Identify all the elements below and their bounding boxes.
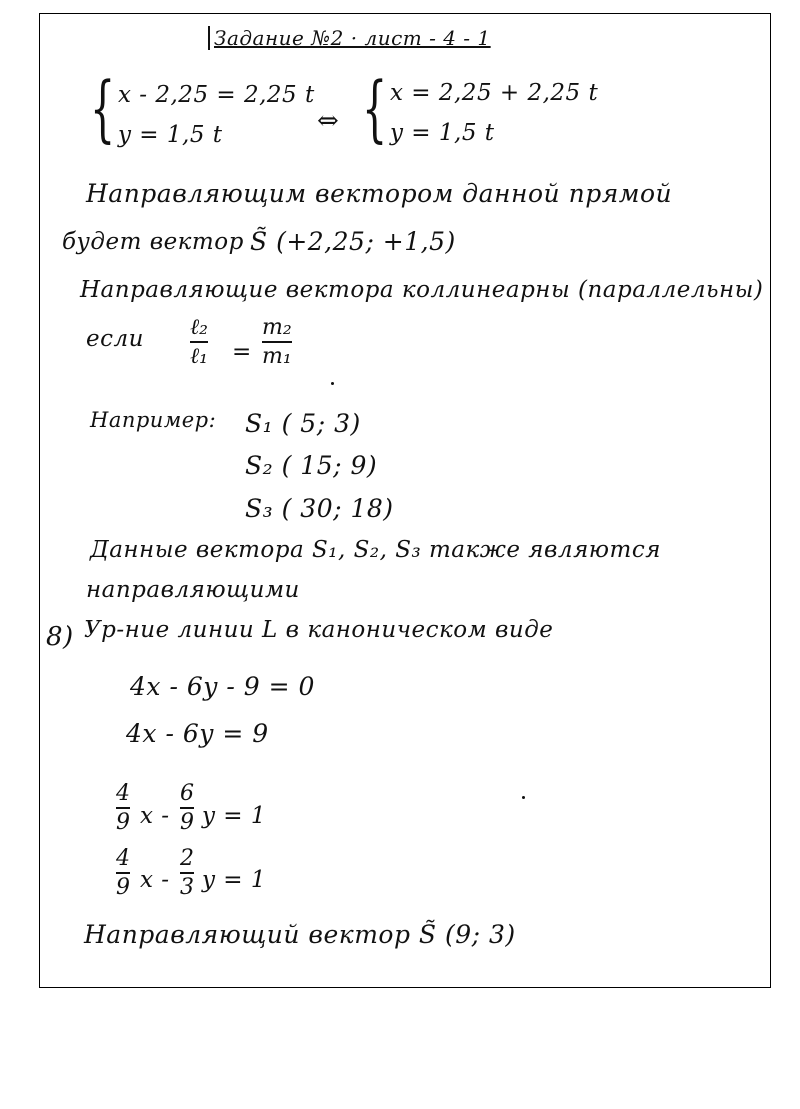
eq4-middle: x - [140,867,170,893]
eq4-end: y = 1 [202,867,267,893]
fraction-bar [180,807,194,809]
condition-denominator-right: m₁ [262,344,292,370]
task-title: Задание №2 · лист - 4 - 1 [208,26,491,50]
left-system-line-1: x - 2,25 = 2,25 t [118,82,315,108]
example-vector-2: S₂ ( 15; 9) [245,451,378,480]
stray-dot [522,796,525,799]
right-system-line-1: x = 2,25 + 2,25 t [390,80,599,106]
eq4-denominator-1: 9 [116,875,130,901]
fraction-bar [116,807,130,809]
example-vector-1: S₁ ( 5; 3) [245,409,361,438]
left-system-line-2: y = 1,5 t [118,122,223,148]
collinear-text-line-1: Направляющие вектора коллинеарны (параллельны) [80,277,764,303]
eq4-fraction-1 [116,847,130,899]
condition-fraction-left [190,316,208,368]
part-b-marker: 8) [46,622,74,652]
handwritten-page [39,13,771,988]
fraction-bar [262,341,292,343]
fraction-bar [180,872,194,874]
final-direction-vector: Направляющий вектор S̃ (9; 3) [84,920,516,949]
eq4-numerator-2: 2 [180,846,194,871]
direction-text-line-1: Направляющим вектором данной прямой [86,179,673,208]
fraction-bar [190,341,208,343]
equation-1: 4x - 6y - 9 = 0 [130,672,315,701]
stray-dot [331,382,334,385]
condition-equals: = [232,339,252,365]
condition-numerator-right: m₂ [262,315,292,340]
eq3-fraction-2 [180,782,194,834]
fraction-bar [116,872,130,874]
eq3-middle: x - [140,803,170,829]
examples-label: Например: [90,408,217,432]
eq4-numerator-1: 4 [116,846,130,871]
collinear-text-line-2: если [86,326,144,352]
equation-2: 4x - 6y = 9 [126,719,269,748]
condition-denominator-left: ℓ₁ [190,344,208,370]
right-system-brace: { [362,66,388,150]
direction-vector: S̃ (+2,25; +1,5) [250,227,456,256]
equivalence-symbol: ⇔ [317,106,340,136]
eq3-denominator-2: 9 [180,810,194,836]
conclusion-line-2: направляющими [86,577,300,603]
right-system-line-2: y = 1,5 t [390,120,495,146]
eq4-denominator-2: 3 [180,875,194,901]
eq3-numerator-2: 6 [180,781,194,806]
eq3-end: y = 1 [202,803,267,829]
example-vector-3: S₃ ( 30; 18) [245,494,394,523]
conclusion-line-1: Данные вектора S₁, S₂, S₃ также являются [90,537,661,563]
eq3-numerator-1: 4 [116,781,130,806]
condition-fraction-right [262,316,292,368]
eq3-denominator-1: 9 [116,810,130,836]
condition-numerator-left: ℓ₂ [190,315,208,340]
left-system-brace: { [90,66,116,150]
eq4-fraction-2 [180,847,194,899]
eq3-fraction-1 [116,782,130,834]
direction-text-line-2: будет вектор [62,229,244,255]
part-b-heading: Ур-ние линии L в каноническом виде [84,617,554,643]
